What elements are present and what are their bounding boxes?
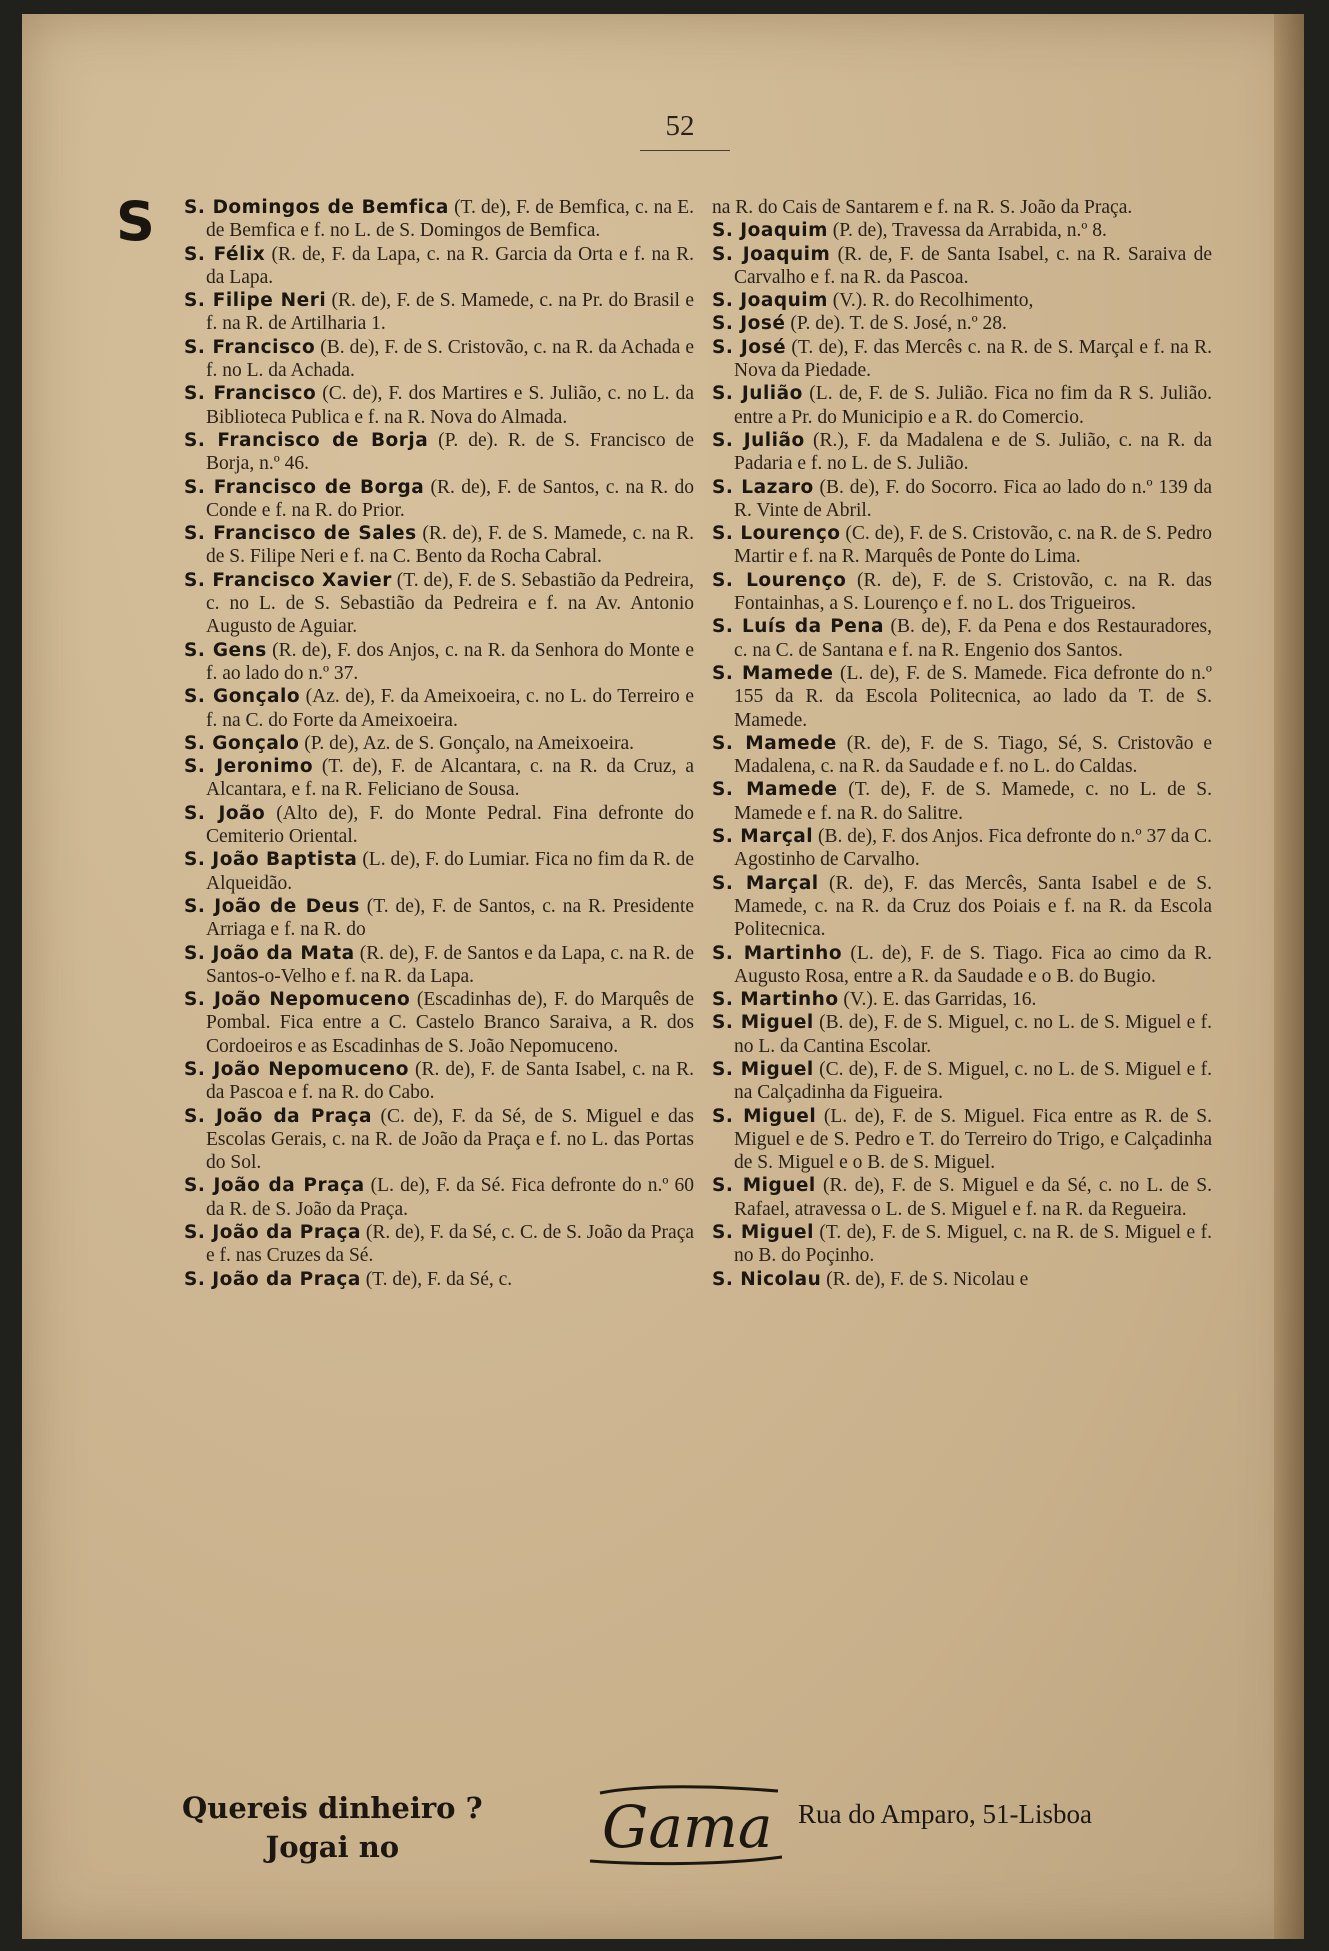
left-column xyxy=(184,196,694,1291)
directory-entry xyxy=(712,476,1212,523)
entry-description: (Az. de), F. da Ameixoeira, c. no L. do Terreiro e f. na C. do Forte da Ameixoeira. xyxy=(206,686,694,731)
entry-description: (R. de, F. da Lapa, c. na R. Garcia da Orta e f. na R. da Lapa. xyxy=(206,243,694,288)
entry-name: S. Francisco de Sales xyxy=(184,523,417,545)
entry-name: S. Joaquim xyxy=(712,290,828,312)
gama-logo xyxy=(582,1781,792,1871)
entry-name: S. João Nepomuceno xyxy=(184,989,411,1011)
entry-description: (T. de), F. da Sé, c. xyxy=(360,1268,513,1290)
entry-description: (R. de), F. das Mercês, Santa Isabel e de S. Mamede, c. na R. da Cruz dos Poiais e f. na R. da Escola Politecnica. xyxy=(734,872,1212,941)
directory-entry xyxy=(184,732,694,755)
entry-name: S. João da Praça xyxy=(184,1268,361,1290)
directory-entry xyxy=(184,755,694,802)
directory-entry xyxy=(184,522,694,569)
entry-description: (R. de), F. de S. Cristovão, c. na R. das Fontainhas, a S. Lourenço e f. no L. dos Trigueiros. xyxy=(734,569,1212,615)
directory-entry xyxy=(184,289,694,336)
directory-entry xyxy=(712,312,1212,335)
entry-description: (L. de), F. da Sé. Fica defronte do n.º 60 da R. de S. João da Praça. xyxy=(206,1175,695,1220)
directory-entry xyxy=(712,778,1212,825)
entry-description: (L. de), F. de S. Tiago. Fica ao cimo da R. Augusto Rosa, entre a R. da Saudade e o B. do Bugio. xyxy=(734,942,1212,987)
section-letter: S xyxy=(116,190,155,253)
entry-description: (B. de), F. dos Anjos. Fica defronte do n.º 37 da C. Agostinho de Carvalho. xyxy=(734,826,1213,871)
entry-name: S. José xyxy=(712,336,786,358)
footer-advertisement xyxy=(22,1789,1304,1929)
entry-name: S. Julião xyxy=(712,429,805,451)
directory-entry xyxy=(184,429,694,476)
entry-name: S. Gonçalo xyxy=(184,732,300,754)
entry-name: S. Gonçalo xyxy=(184,686,301,708)
entry-description: (R. de), F. de S. Nicolau e xyxy=(821,1268,1029,1290)
directory-entry xyxy=(184,196,694,243)
entry-description: (R. de), F. de Santos e da Lapa, c. na R. de Santos-o-Velho e f. na R. da Lapa. xyxy=(206,942,694,987)
directory-entry xyxy=(712,336,1212,383)
entry-description: (T. de), F. de S. Sebastião da Pedreira, c. no L. de S. Sebastião da Pedreira e f. na Av. Antonio Augusto de Aguiar. xyxy=(206,569,695,638)
directory-entry xyxy=(184,1105,694,1175)
directory-entry xyxy=(184,685,694,732)
directory-entry xyxy=(712,872,1212,942)
entry-name: S. Jeronimo xyxy=(184,756,314,778)
entry-name: S. Martinho xyxy=(712,989,839,1011)
directory-entry xyxy=(184,1058,694,1105)
entry-description: (C. de), F. de S. Miguel, c. no L. de S. Miguel e f. na Calçadinha da Figueira. xyxy=(734,1058,1212,1104)
directory-entry xyxy=(712,569,1212,616)
entry-description: (Alto de), F. do Monte Pedral. Fina defronte do Cemiterio Oriental. xyxy=(206,802,694,848)
entry-name: S. Félix xyxy=(184,243,266,265)
entry-description: (C. de), F. dos Martires e S. Julião, c. no L. da Biblioteca Publica e f. na R. Nova do Almada. xyxy=(206,383,694,428)
entry-description: (R. de), F. de S. Miguel e da Sé, c. no L. de S. Rafael, atravessa o L. de S. Miguel e f. na R. da Regueira. xyxy=(734,1175,1212,1220)
directory-entry xyxy=(184,895,694,942)
directory-entry xyxy=(184,1174,694,1221)
entry-description: (R. de), F. de Santos, c. na R. do Conde e f. na R. do Prior. xyxy=(206,476,694,521)
ad-line-2: Jogai no xyxy=(265,1830,400,1864)
entry-description: (P. de), Travessa da Arrabida, n.º 8. xyxy=(827,220,1107,242)
directory-entry xyxy=(184,569,694,639)
entry-name: S. Francisco xyxy=(184,336,316,358)
directory-entry xyxy=(712,1221,1212,1268)
directory-entry xyxy=(184,382,694,429)
entry-description: (R. de), F. de S. Mamede, c. na Pr. do Brasil e f. na R. de Artilharia 1. xyxy=(206,290,694,335)
directory-entry xyxy=(712,942,1212,989)
entry-name: S. Miguel xyxy=(712,1105,817,1127)
directory-entry xyxy=(712,382,1212,429)
entry-description: (B. de), F. da Pena e dos Restauradores, c. na C. de Santana e f. na R. Engenio dos Santos. xyxy=(734,616,1212,661)
entry-description: (T. de), F. de Santos, c. na R. Presidente Arriaga e f. na R. do xyxy=(206,895,694,941)
directory-entry xyxy=(184,336,694,383)
directory-entry xyxy=(712,219,1212,242)
directory-entry xyxy=(712,1011,1212,1058)
entry-description: (P. de), Az. de S. Gonçalo, na Ameixoeira. xyxy=(299,732,635,754)
entry-name: S. Lazaro xyxy=(712,476,814,498)
entry-name: S. Miguel xyxy=(712,1058,814,1080)
directory-entry xyxy=(712,825,1212,872)
entry-name: S. Domingos de Bemfica xyxy=(184,197,449,218)
entry-description: (C. de), F. de S. Cristovão, c. na R. de S. Pedro Martir e f. na R. Marquês de Ponte do Lima. xyxy=(734,523,1212,568)
directory-entry xyxy=(712,732,1212,779)
directory-entry xyxy=(184,848,694,895)
directory-entry xyxy=(184,1221,694,1268)
directory-entry xyxy=(184,639,694,686)
entry-name: S. João Baptista xyxy=(184,849,358,871)
entry-description: (P. de). T. de S. José, n.º 28. xyxy=(785,313,1007,335)
directory-entry xyxy=(184,802,694,849)
entry-name: S. Mamede xyxy=(712,779,838,801)
entry-name: S. Mamede xyxy=(712,662,834,684)
entry-description: (R. de), F. de Santa Isabel, c. na R. da Pascoa e f. na R. do Cabo. xyxy=(206,1058,694,1104)
ad-line-1: Quereis dinheiro ? xyxy=(182,1791,483,1825)
entry-description: (L. de), F. de S. Mamede. Fica defronte do n.º 155 da R. da Escola Politecnica, ao lado da T. de S. Mamede. xyxy=(734,662,1212,731)
entry-name: S. Lourenço xyxy=(712,569,847,591)
entry-name: S. Gens xyxy=(184,639,267,661)
entry-name: S. Francisco xyxy=(184,383,317,405)
entry-name: S. Joaquim xyxy=(712,243,831,265)
directory-entry xyxy=(712,662,1212,732)
entry-description: (R.), F. da Madalena e de S. Julião, c. na R. da Padaria e f. no L. de S. Julião. xyxy=(734,429,1212,475)
entry-name: S. José xyxy=(712,313,786,335)
entry-name: S. Marçal xyxy=(712,826,814,848)
book-page xyxy=(22,14,1304,1939)
entry-name: S. Julião xyxy=(712,383,803,405)
entry-name: S. Joaquim xyxy=(712,220,828,242)
entry-description: (B. de), F. do Socorro. Fica ao lado do n.º 139 da R. Vinte de Abril. xyxy=(734,476,1212,521)
entry-name: S. João de Deus xyxy=(184,895,360,917)
entry-description: (L. de), F. de S. Miguel. Fica entre as R. de S. Miguel e de S. Pedro e T. do Terreiro do Trigo, e Calçadinha de S. Miguel e o B. de S. Miguel. xyxy=(734,1105,1212,1174)
directory-entry xyxy=(184,988,694,1058)
logo-text: Gama xyxy=(602,1793,773,1861)
entry-description: (R. de), F. de S. Tiago, Sé, S. Cristovão e Madalena, c. na R. da Saudade e f. no L. do Caldas. xyxy=(734,732,1212,778)
entry-description: (L. de), F. do Lumiar. Fica no fim da R. de Alqueidão. xyxy=(206,849,695,894)
entry-description: (T. de), F. de Bemfica, c. na E. de Bemfica e f. no L. de S. Domingos de Bemfica. xyxy=(206,197,694,242)
directory-entry xyxy=(184,942,694,989)
entry-name: S. Miguel xyxy=(712,1175,816,1197)
entry-description: (Escadinhas de), F. do Marquês de Pombal. Fica entre a C. Castelo Branco Saraiva, a R. dos Cordoeiros e as Escadinhas de S. João Nepomuceno. xyxy=(206,989,694,1057)
directory-entry xyxy=(712,1105,1212,1175)
directory-entry xyxy=(712,243,1212,290)
entry-name: S. Lourenço xyxy=(712,523,841,545)
entry-name: S. Francisco de Borja xyxy=(184,429,429,451)
entry-name: S. Miguel xyxy=(712,1222,814,1244)
entry-description: (T. de), F. das Mercês c. na R. de S. Marçal e f. na R. Nova da Piedade. xyxy=(734,336,1212,382)
entry-name: S. Marçal xyxy=(712,872,819,894)
entry-name: S. Mamede xyxy=(712,732,837,754)
entry-name: S. João da Praça xyxy=(184,1175,365,1197)
directory-entry xyxy=(712,1058,1212,1105)
directory-entry xyxy=(712,615,1212,662)
entry-description: (T. de), F. de S. Mamede, c. no L. de S. Mamede e f. na R. do Salitre. xyxy=(734,779,1212,824)
directory-entry xyxy=(184,243,694,290)
entry-description: (P. de). R. de S. Francisco de Borja, n.º 46. xyxy=(206,429,694,475)
entry-description: (R. de), F. de S. Mamede, c. na R. de S. Filipe Neri e f. na C. Bento da Rocha Cabral. xyxy=(206,523,694,568)
directory-entry xyxy=(712,429,1212,476)
entry-name: S. Filipe Neri xyxy=(184,290,327,312)
entry-name: S. Francisco Xavier xyxy=(184,569,392,591)
entry-description: na R. do Cais de Santarem e f. na R. S. João da Praça. xyxy=(712,197,1133,218)
directory-entry xyxy=(712,1174,1212,1221)
entry-description: (T. de), F. de Alcantara, c. na R. da Cruz, a Alcantara, e f. na R. Feliciano de Sousa. xyxy=(206,756,694,801)
directory-entry xyxy=(712,289,1212,312)
page-number-rule xyxy=(640,150,730,151)
entry-description: (R. de, F. de Santa Isabel, c. na R. Saraiva de Carvalho e f. na R. da Pascoa. xyxy=(734,243,1213,288)
page-edge xyxy=(1274,14,1304,1939)
entry-description: (V.). R. do Recolhimento, xyxy=(827,290,1034,312)
entry-name: S. Martinho xyxy=(712,942,843,964)
ad-slogan xyxy=(182,1789,483,1867)
entry-description: (R. de), F. dos Anjos, c. na R. da Senhora do Monte e f. ao lado do n.º 37. xyxy=(206,639,694,684)
entry-name: S. João xyxy=(184,802,266,824)
directory-entry xyxy=(712,988,1212,1011)
entry-description: (L. de, F. de S. Julião. Fica no fim da R S. Julião. entre a Pr. do Municipio e a R. do Comercio. xyxy=(734,383,1212,428)
entry-description: (C. de), F. da Sé, de S. Miguel e das Escolas Gerais, c. na R. de João da Praça e f. no L. das Portas do Sol. xyxy=(206,1105,694,1174)
entry-name: S. João da Praça xyxy=(184,1105,372,1127)
entry-name: S. João da Mata xyxy=(184,942,355,964)
page-number: 52 xyxy=(665,110,695,142)
directory-entry xyxy=(712,196,1212,219)
entry-name: S. Nicolau xyxy=(712,1268,822,1290)
entry-name: S. João da Praça xyxy=(184,1222,361,1244)
directory-entry xyxy=(184,1268,694,1291)
entry-description: (T. de), F. de S. Miguel, c. na R. de S. Miguel e f. no B. do Poçinho. xyxy=(734,1222,1212,1267)
directory-entry xyxy=(184,476,694,523)
entry-description: (B. de), F. de S. Cristovão, c. na R. da Achada e f. no L. da Achada. xyxy=(206,336,695,382)
entry-name: S. Francisco de Borga xyxy=(184,476,425,498)
entry-name: S. Luís da Pena xyxy=(712,616,884,638)
directory-entry xyxy=(712,1268,1212,1291)
entry-description: (V.). E. das Garridas, 16. xyxy=(838,989,1037,1011)
right-column xyxy=(712,196,1212,1291)
ad-address: Rua do Amparo, 51-Lisboa xyxy=(798,1799,1092,1829)
entry-name: S. João Nepomuceno xyxy=(184,1058,410,1080)
entry-description: (R. de), F. da Sé, c. C. de S. João da Praça e f. nas Cruzes da Sé. xyxy=(206,1222,695,1267)
entry-description: (B. de), F. de S. Miguel, c. no L. de S. Miguel e f. no L. da Cantina Escolar. xyxy=(734,1012,1212,1057)
directory-entry xyxy=(712,522,1212,569)
entry-name: S. Miguel xyxy=(712,1012,814,1034)
